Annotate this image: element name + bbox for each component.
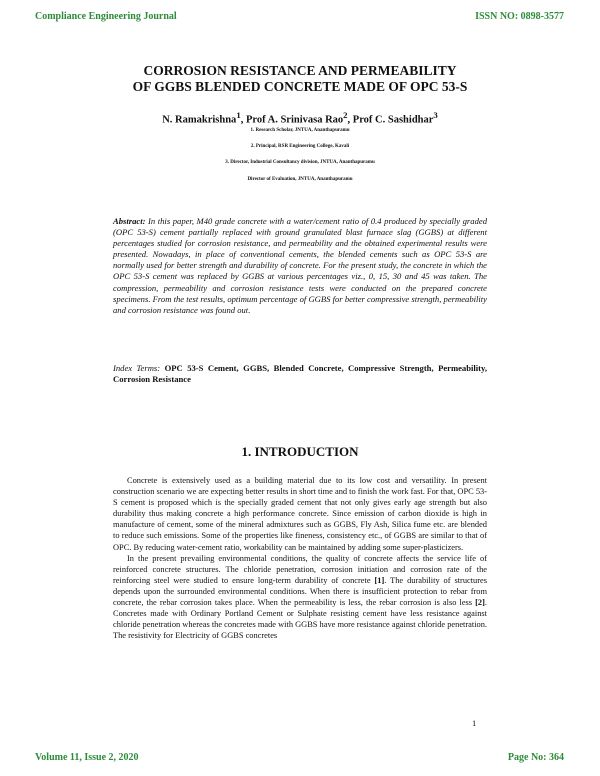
abstract-label: Abstract: — [113, 216, 146, 226]
author-sup: 3 — [433, 110, 438, 120]
author-list — [60, 110, 540, 126]
affiliation-4: Director of Evaluation, JNTUA, Ananthapuramu — [247, 177, 353, 182]
abstract-text: In this paper, M40 grade concrete with a water/cement ratio of 0.4 produced by specially graded (OPC 53-S) cement partially replaced with ground granulated blast furnace slag (GGBS) at different percentages studied for corrosion resistance, and permeability and the obtained experimental results were presented. Nowadays, in place of conventional cements, the blended cements such as OPC 53-S are normally used for better strength and durability of concrete. For the present study, the concrete in which the OPC 53-S cement was replaced by GGBS at various percentages viz., 0, 15, 30 and 45 was taken. The compression, permeability and corrosion resistance tests were conducted on the prepared concrete specimens. From the test results, optimum percentage of GGBS for better compressive strength, permeability and corrosion resistance was found out. — [113, 216, 487, 315]
author-name: Prof A. Srinivasa Rao — [245, 114, 344, 126]
citation: [2] — [475, 598, 485, 608]
author-name: N. Ramakrishna — [162, 114, 237, 126]
paragraph-text: In the present prevailing environmental conditions, the quality of concrete affects the service life of reinforced concrete structures. The chloride penetration, corrosion initiation and corrosion rate of the reinforcing steel were studied to ensure long-term durability of concrete — [113, 553, 487, 585]
page-number: 1 — [472, 718, 477, 728]
index-terms-label: Index Terms: — [113, 363, 161, 373]
issn-number: ISSN NO: 0898-3577 — [475, 11, 564, 22]
paragraph: Concrete is extensively used as a building material due to its low cost and versatility. In present construction scenario we are expecting better results in short time and to finish the work fast. For that, OPC 53-S cement is proposed which is the specially graded cement that not only gives early age strength but also durability thus making concrete a high performance concrete. Since emission of carbon dioxide is high in manufacture of cement, some of the mineral admixtures such as GGBS, Fly Ash, Silica fume etc. are blended to reduce such emissions. Some of the properties like fineness, consistency etc., of GGBS are similar to that of OPC. By reducing water-cement ratio, workability can be maintained by adding some super-plasticizers. — [113, 476, 487, 552]
title-line-2: OF GGBS BLENDED CONCRETE MADE OF OPC 53-S — [132, 79, 468, 94]
paragraph-text: . The durability of structures depends upon the surrounded environmental conditions. When there is insufficient protection to rebar from concrete, the rebar corrosion takes place. When the permeability is less, the rebar corrosion is also less — [113, 575, 487, 608]
index-terms — [113, 363, 487, 385]
author-sup: 1 — [236, 110, 241, 120]
affiliation-2: 2. Principal, RSR Engineering College, Kavali — [250, 144, 350, 149]
journal-name: Compliance Engineering Journal — [35, 11, 177, 22]
author-name: Prof C. Sashidhar — [352, 114, 434, 126]
abstract — [113, 216, 487, 316]
body-text — [113, 475, 487, 641]
index-terms-text: OPC 53-S Cement, GGBS, Blended Concrete, Compressive Strength, Permeability, Corrosion Resistance — [113, 363, 487, 385]
paragraph-text: . Concretes made with Ordinary Portland Cement or Sulphate resisting cement have less resistance against chloride penetration whereas the concretes made with GGBS have more resistance against chloride penetration. The resistivity for Electricity of GGBS concretes — [113, 598, 487, 641]
author-sup: 2 — [343, 110, 348, 120]
journal-page-number: Page No: 364 — [507, 752, 564, 763]
affiliation-3: 3. Director, Industrial Consultancy division, JNTUA, Ananthapuramu — [225, 160, 375, 165]
section-heading: 1. INTRODUCTION — [241, 444, 359, 459]
author-separator: , — [240, 114, 246, 126]
volume-issue: Volume 11, Issue 2, 2020 — [35, 752, 139, 763]
paragraph — [113, 553, 487, 642]
paper-title — [60, 63, 540, 95]
author-separator: , — [347, 114, 353, 126]
title-line-1: CORROSION RESISTANCE AND PERMEABILITY — [143, 63, 457, 78]
affiliation-1: 1. Research Scholar, JNTUA, Ananthapuramu — [250, 128, 350, 133]
citation: [1] — [374, 575, 385, 585]
